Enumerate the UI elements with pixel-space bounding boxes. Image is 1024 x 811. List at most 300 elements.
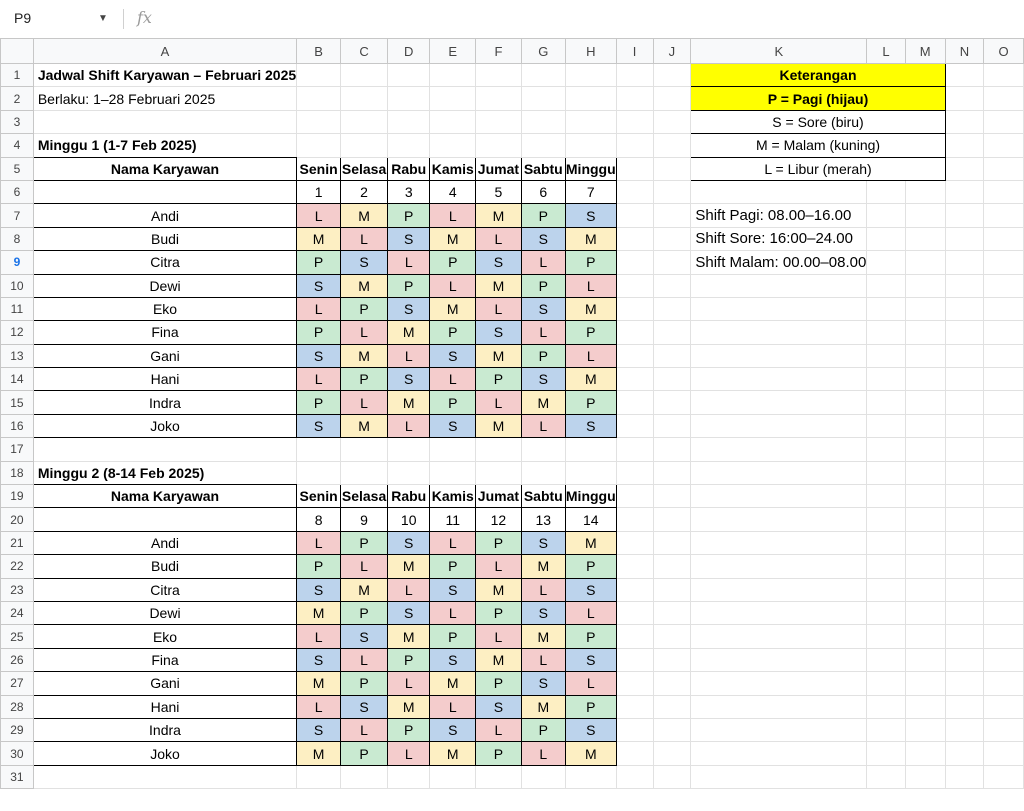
day-header-sabtu[interactable]: Sabtu: [521, 485, 565, 508]
cell-A17[interactable]: [33, 438, 296, 461]
shift-cell[interactable]: L: [388, 672, 430, 695]
row-header-7[interactable]: 7: [1, 204, 34, 227]
shift-cell[interactable]: S: [297, 414, 341, 437]
shift-cell[interactable]: S: [430, 718, 476, 741]
row-header-17[interactable]: 17: [1, 438, 34, 461]
cell-O30[interactable]: [984, 742, 1024, 765]
shift-cell[interactable]: L: [388, 414, 430, 437]
cell-J11[interactable]: [653, 297, 691, 320]
cell-M8[interactable]: [905, 227, 945, 250]
shift-cell[interactable]: L: [565, 601, 616, 624]
cell-N12[interactable]: [945, 321, 983, 344]
row-header-19[interactable]: 19: [1, 485, 34, 508]
day-header-senin[interactable]: Senin: [297, 157, 341, 180]
cell-O6[interactable]: [984, 180, 1024, 203]
cell-N18[interactable]: [945, 461, 983, 484]
date-cell[interactable]: 2: [341, 180, 388, 203]
cell-D2[interactable]: [388, 87, 430, 110]
cell-K19[interactable]: [691, 485, 867, 508]
cell-L19[interactable]: [867, 485, 905, 508]
day-header-jumat[interactable]: Jumat: [476, 485, 521, 508]
cell-I4[interactable]: [616, 134, 653, 157]
cell-N15[interactable]: [945, 391, 983, 414]
shift-cell[interactable]: P: [297, 251, 341, 274]
shift-cell[interactable]: S: [521, 601, 565, 624]
shift-cell[interactable]: S: [297, 344, 341, 367]
cell-I25[interactable]: [616, 625, 653, 648]
week-heading[interactable]: Minggu 2 (8-14 Feb 2025): [33, 461, 296, 484]
employee-name[interactable]: Joko: [33, 742, 296, 765]
cell-C2[interactable]: [341, 87, 388, 110]
cell-L20[interactable]: [867, 508, 905, 531]
cell-L15[interactable]: [867, 391, 905, 414]
cell-I3[interactable]: [616, 110, 653, 133]
cell-G1[interactable]: [521, 64, 565, 87]
shift-time-text[interactable]: Shift Sore: 16:00–24.00: [691, 227, 867, 250]
legend-item[interactable]: M = Malam (kuning): [691, 134, 945, 157]
cell-I18[interactable]: [616, 461, 653, 484]
cell-K16[interactable]: [691, 414, 867, 437]
cell-K26[interactable]: [691, 648, 867, 671]
day-header-selasa[interactable]: Selasa: [341, 485, 388, 508]
shift-cell[interactable]: M: [388, 391, 430, 414]
cell-M28[interactable]: [905, 695, 945, 718]
shift-cell[interactable]: M: [565, 742, 616, 765]
cell-J25[interactable]: [653, 625, 691, 648]
cell-J9[interactable]: [653, 251, 691, 274]
date-cell[interactable]: 1: [297, 180, 341, 203]
cell-L31[interactable]: [867, 765, 905, 788]
cell-J16[interactable]: [653, 414, 691, 437]
shift-cell[interactable]: P: [341, 531, 388, 554]
shift-cell[interactable]: L: [521, 648, 565, 671]
shift-cell[interactable]: P: [521, 274, 565, 297]
shift-cell[interactable]: M: [388, 555, 430, 578]
cell-C1[interactable]: [341, 64, 388, 87]
cell-O20[interactable]: [984, 508, 1024, 531]
cell-I31[interactable]: [616, 765, 653, 788]
shift-cell[interactable]: P: [521, 718, 565, 741]
shift-cell[interactable]: L: [430, 601, 476, 624]
employee-name[interactable]: Budi: [33, 555, 296, 578]
shift-cell[interactable]: L: [430, 274, 476, 297]
cell-N8[interactable]: [945, 227, 983, 250]
cell-E2[interactable]: [430, 87, 476, 110]
cell-O12[interactable]: [984, 321, 1024, 344]
cell-O23[interactable]: [984, 578, 1024, 601]
shift-cell[interactable]: L: [430, 695, 476, 718]
cell-H18[interactable]: [565, 461, 616, 484]
row-header-12[interactable]: 12: [1, 321, 34, 344]
cell-O22[interactable]: [984, 555, 1024, 578]
shift-cell[interactable]: P: [476, 368, 521, 391]
cell-M31[interactable]: [905, 765, 945, 788]
cell-L16[interactable]: [867, 414, 905, 437]
date-cell[interactable]: 9: [341, 508, 388, 531]
shift-cell[interactable]: L: [341, 718, 388, 741]
cell-N6[interactable]: [945, 180, 983, 203]
cell-I9[interactable]: [616, 251, 653, 274]
cell-C31[interactable]: [341, 765, 388, 788]
cell-L11[interactable]: [867, 297, 905, 320]
shift-cell[interactable]: P: [565, 391, 616, 414]
row-header-10[interactable]: 10: [1, 274, 34, 297]
cell-O2[interactable]: [984, 87, 1024, 110]
cell-I7[interactable]: [616, 204, 653, 227]
cell-K12[interactable]: [691, 321, 867, 344]
date-row-blank[interactable]: [33, 180, 296, 203]
cell-O16[interactable]: [984, 414, 1024, 437]
cell-D1[interactable]: [388, 64, 430, 87]
shift-cell[interactable]: S: [565, 718, 616, 741]
cell-H1[interactable]: [565, 64, 616, 87]
cell-O10[interactable]: [984, 274, 1024, 297]
cell-O11[interactable]: [984, 297, 1024, 320]
shift-time-text[interactable]: Shift Malam: 00.00–08.00: [691, 251, 867, 274]
shift-cell[interactable]: P: [297, 391, 341, 414]
cell-O29[interactable]: [984, 718, 1024, 741]
shift-cell[interactable]: P: [430, 555, 476, 578]
employee-name[interactable]: Citra: [33, 251, 296, 274]
shift-cell[interactable]: P: [565, 695, 616, 718]
shift-cell[interactable]: L: [521, 251, 565, 274]
shift-cell[interactable]: M: [430, 742, 476, 765]
shift-cell[interactable]: S: [476, 695, 521, 718]
cell-E17[interactable]: [430, 438, 476, 461]
employee-name[interactable]: Fina: [33, 321, 296, 344]
cell-D18[interactable]: [388, 461, 430, 484]
shift-cell[interactable]: S: [341, 251, 388, 274]
cell-O15[interactable]: [984, 391, 1024, 414]
shift-cell[interactable]: L: [430, 204, 476, 227]
cell-J18[interactable]: [653, 461, 691, 484]
cell-K22[interactable]: [691, 555, 867, 578]
cell-M22[interactable]: [905, 555, 945, 578]
date-cell[interactable]: 6: [521, 180, 565, 203]
day-header-selasa[interactable]: Selasa: [341, 157, 388, 180]
cell-H2[interactable]: [565, 87, 616, 110]
cell-N16[interactable]: [945, 414, 983, 437]
cell-I17[interactable]: [616, 438, 653, 461]
shift-cell[interactable]: M: [476, 414, 521, 437]
cell-M23[interactable]: [905, 578, 945, 601]
cell-I10[interactable]: [616, 274, 653, 297]
cell-O31[interactable]: [984, 765, 1024, 788]
cell-N14[interactable]: [945, 368, 983, 391]
cell-B18[interactable]: [297, 461, 341, 484]
cell-E1[interactable]: [430, 64, 476, 87]
cell-M25[interactable]: [905, 625, 945, 648]
shift-cell[interactable]: P: [430, 321, 476, 344]
validity-text[interactable]: Berlaku: 1–28 Februari 2025: [33, 87, 296, 110]
shift-cell[interactable]: M: [388, 321, 430, 344]
shift-cell[interactable]: M: [476, 648, 521, 671]
cell-L7[interactable]: [867, 204, 905, 227]
column-header-B[interactable]: B: [297, 39, 341, 64]
shift-cell[interactable]: P: [341, 742, 388, 765]
employee-name[interactable]: Fina: [33, 648, 296, 671]
shift-cell[interactable]: M: [341, 414, 388, 437]
employee-name[interactable]: Indra: [33, 391, 296, 414]
employee-name[interactable]: Andi: [33, 204, 296, 227]
column-header-L[interactable]: L: [867, 39, 905, 64]
cell-M30[interactable]: [905, 742, 945, 765]
cell-I8[interactable]: [616, 227, 653, 250]
cell-K24[interactable]: [691, 601, 867, 624]
cell-J7[interactable]: [653, 204, 691, 227]
shift-cell[interactable]: P: [388, 204, 430, 227]
cell-J21[interactable]: [653, 531, 691, 554]
row-header-29[interactable]: 29: [1, 718, 34, 741]
shift-cell[interactable]: P: [565, 251, 616, 274]
shift-cell[interactable]: L: [297, 695, 341, 718]
cell-H4[interactable]: [565, 134, 616, 157]
row-header-21[interactable]: 21: [1, 531, 34, 554]
cell-L18[interactable]: [867, 461, 905, 484]
shift-cell[interactable]: L: [476, 625, 521, 648]
cell-D3[interactable]: [388, 110, 430, 133]
column-header-C[interactable]: C: [341, 39, 388, 64]
shift-cell[interactable]: S: [430, 578, 476, 601]
shift-cell[interactable]: S: [521, 672, 565, 695]
date-cell[interactable]: 14: [565, 508, 616, 531]
shift-cell[interactable]: S: [565, 414, 616, 437]
cell-N26[interactable]: [945, 648, 983, 671]
cell-F17[interactable]: [476, 438, 521, 461]
cell-I29[interactable]: [616, 718, 653, 741]
cell-J8[interactable]: [653, 227, 691, 250]
cell-K13[interactable]: [691, 344, 867, 367]
cell-J19[interactable]: [653, 485, 691, 508]
cell-J15[interactable]: [653, 391, 691, 414]
row-header-9[interactable]: 9: [1, 251, 34, 274]
cell-H3[interactable]: [565, 110, 616, 133]
cell-N21[interactable]: [945, 531, 983, 554]
day-header-jumat[interactable]: Jumat: [476, 157, 521, 180]
cell-K21[interactable]: [691, 531, 867, 554]
shift-cell[interactable]: L: [476, 227, 521, 250]
cell-M17[interactable]: [905, 438, 945, 461]
cell-J10[interactable]: [653, 274, 691, 297]
row-header-30[interactable]: 30: [1, 742, 34, 765]
shift-cell[interactable]: S: [388, 531, 430, 554]
shift-cell[interactable]: P: [341, 672, 388, 695]
cell-J30[interactable]: [653, 742, 691, 765]
cell-M14[interactable]: [905, 368, 945, 391]
cell-I22[interactable]: [616, 555, 653, 578]
cell-J4[interactable]: [653, 134, 691, 157]
shift-cell[interactable]: L: [521, 414, 565, 437]
column-header-N[interactable]: N: [945, 39, 983, 64]
cell-N31[interactable]: [945, 765, 983, 788]
cell-D4[interactable]: [388, 134, 430, 157]
row-header-5[interactable]: 5: [1, 157, 34, 180]
cell-J24[interactable]: [653, 601, 691, 624]
cell-L14[interactable]: [867, 368, 905, 391]
cell-L24[interactable]: [867, 601, 905, 624]
cell-B3[interactable]: [297, 110, 341, 133]
row-header-1[interactable]: 1: [1, 64, 34, 87]
shift-cell[interactable]: P: [565, 321, 616, 344]
column-header-M[interactable]: M: [905, 39, 945, 64]
shift-cell[interactable]: S: [521, 531, 565, 554]
day-header-rabu[interactable]: Rabu: [388, 485, 430, 508]
employee-name[interactable]: Gani: [33, 344, 296, 367]
employee-name[interactable]: Dewi: [33, 274, 296, 297]
shift-cell[interactable]: S: [430, 648, 476, 671]
shift-cell[interactable]: L: [388, 344, 430, 367]
shift-cell[interactable]: S: [476, 321, 521, 344]
employee-name[interactable]: Gani: [33, 672, 296, 695]
cell-O7[interactable]: [984, 204, 1024, 227]
shift-cell[interactable]: L: [388, 578, 430, 601]
cell-L28[interactable]: [867, 695, 905, 718]
cell-N24[interactable]: [945, 601, 983, 624]
shift-cell[interactable]: P: [297, 555, 341, 578]
cell-O14[interactable]: [984, 368, 1024, 391]
shift-cell[interactable]: P: [521, 204, 565, 227]
shift-cell[interactable]: S: [297, 274, 341, 297]
cell-N9[interactable]: [945, 251, 983, 274]
cell-L17[interactable]: [867, 438, 905, 461]
cell-N4[interactable]: [945, 134, 983, 157]
employee-name[interactable]: Hani: [33, 695, 296, 718]
employee-name[interactable]: Budi: [33, 227, 296, 250]
cell-J31[interactable]: [653, 765, 691, 788]
shift-cell[interactable]: L: [341, 555, 388, 578]
row-header-11[interactable]: 11: [1, 297, 34, 320]
shift-cell[interactable]: M: [388, 625, 430, 648]
day-header-rabu[interactable]: Rabu: [388, 157, 430, 180]
employee-name[interactable]: Eko: [33, 297, 296, 320]
week-heading[interactable]: Minggu 1 (1-7 Feb 2025): [33, 134, 296, 157]
shift-cell[interactable]: M: [297, 672, 341, 695]
day-header-kamis[interactable]: Kamis: [430, 485, 476, 508]
row-header-14[interactable]: 14: [1, 368, 34, 391]
shift-cell[interactable]: L: [565, 672, 616, 695]
shift-cell[interactable]: M: [341, 344, 388, 367]
cell-N23[interactable]: [945, 578, 983, 601]
cell-J28[interactable]: [653, 695, 691, 718]
cell-C17[interactable]: [341, 438, 388, 461]
cell-J20[interactable]: [653, 508, 691, 531]
shift-cell[interactable]: L: [341, 227, 388, 250]
cell-L26[interactable]: [867, 648, 905, 671]
cell-N28[interactable]: [945, 695, 983, 718]
cell-K23[interactable]: [691, 578, 867, 601]
cell-M20[interactable]: [905, 508, 945, 531]
cell-M15[interactable]: [905, 391, 945, 414]
cell-J22[interactable]: [653, 555, 691, 578]
cell-O9[interactable]: [984, 251, 1024, 274]
cell-K31[interactable]: [691, 765, 867, 788]
shift-cell[interactable]: M: [565, 297, 616, 320]
shift-cell[interactable]: L: [297, 368, 341, 391]
shift-cell[interactable]: L: [430, 368, 476, 391]
cell-I12[interactable]: [616, 321, 653, 344]
cell-B4[interactable]: [297, 134, 341, 157]
shift-cell[interactable]: L: [476, 297, 521, 320]
name-box-dropdown-icon[interactable]: ▼: [98, 13, 108, 24]
cell-L12[interactable]: [867, 321, 905, 344]
row-header-26[interactable]: 26: [1, 648, 34, 671]
cell-E3[interactable]: [430, 110, 476, 133]
cell-M29[interactable]: [905, 718, 945, 741]
cell-K25[interactable]: [691, 625, 867, 648]
cell-O5[interactable]: [984, 157, 1024, 180]
shift-cell[interactable]: S: [521, 297, 565, 320]
column-header-H[interactable]: H: [565, 39, 616, 64]
shift-cell[interactable]: L: [476, 718, 521, 741]
cell-I1[interactable]: [616, 64, 653, 87]
cell-G18[interactable]: [521, 461, 565, 484]
cell-E4[interactable]: [430, 134, 476, 157]
cell-N10[interactable]: [945, 274, 983, 297]
shift-cell[interactable]: M: [341, 274, 388, 297]
date-cell[interactable]: 8: [297, 508, 341, 531]
cell-C3[interactable]: [341, 110, 388, 133]
cell-E31[interactable]: [430, 765, 476, 788]
cell-J6[interactable]: [653, 180, 691, 203]
shift-cell[interactable]: P: [388, 648, 430, 671]
column-header-J[interactable]: J: [653, 39, 691, 64]
shift-cell[interactable]: M: [297, 742, 341, 765]
employee-name[interactable]: Dewi: [33, 601, 296, 624]
shift-cell[interactable]: M: [476, 578, 521, 601]
shift-cell[interactable]: P: [565, 625, 616, 648]
cell-J23[interactable]: [653, 578, 691, 601]
day-header-kamis[interactable]: Kamis: [430, 157, 476, 180]
cell-J26[interactable]: [653, 648, 691, 671]
cell-G17[interactable]: [521, 438, 565, 461]
cell-M11[interactable]: [905, 297, 945, 320]
cell-L6[interactable]: [867, 180, 905, 203]
shift-cell[interactable]: S: [476, 251, 521, 274]
date-cell[interactable]: 4: [430, 180, 476, 203]
cell-G3[interactable]: [521, 110, 565, 133]
shift-cell[interactable]: L: [430, 531, 476, 554]
column-header-E[interactable]: E: [430, 39, 476, 64]
cell-F3[interactable]: [476, 110, 521, 133]
cell-N11[interactable]: [945, 297, 983, 320]
cell-I26[interactable]: [616, 648, 653, 671]
cell-K14[interactable]: [691, 368, 867, 391]
shift-cell[interactable]: S: [388, 227, 430, 250]
cell-A3[interactable]: [33, 110, 296, 133]
shift-cell[interactable]: S: [565, 578, 616, 601]
cell-N5[interactable]: [945, 157, 983, 180]
row-header-20[interactable]: 20: [1, 508, 34, 531]
shift-cell[interactable]: P: [341, 368, 388, 391]
cell-O3[interactable]: [984, 110, 1024, 133]
cell-J29[interactable]: [653, 718, 691, 741]
name-column-header[interactable]: Nama Karyawan: [33, 157, 296, 180]
cell-L23[interactable]: [867, 578, 905, 601]
shift-cell[interactable]: S: [341, 625, 388, 648]
cell-N19[interactable]: [945, 485, 983, 508]
shift-cell[interactable]: P: [521, 344, 565, 367]
cell-L9[interactable]: [867, 251, 905, 274]
cell-O8[interactable]: [984, 227, 1024, 250]
day-header-minggu[interactable]: Minggu: [565, 157, 616, 180]
cell-K18[interactable]: [691, 461, 867, 484]
employee-name[interactable]: Citra: [33, 578, 296, 601]
shift-cell[interactable]: S: [521, 368, 565, 391]
shift-cell[interactable]: L: [297, 297, 341, 320]
cell-K27[interactable]: [691, 672, 867, 695]
legend-item[interactable]: S = Sore (biru): [691, 110, 945, 133]
cell-J13[interactable]: [653, 344, 691, 367]
